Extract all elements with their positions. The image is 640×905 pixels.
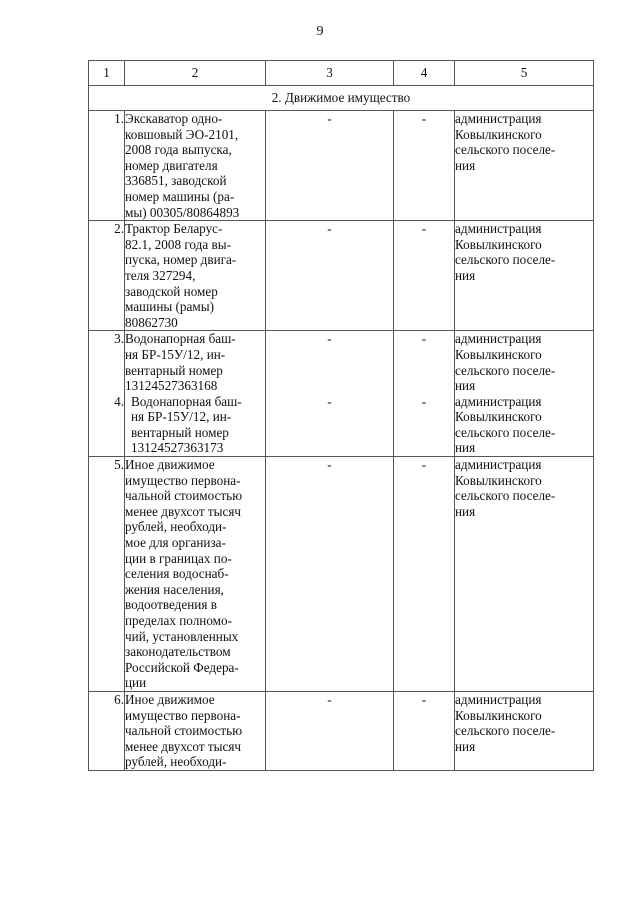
property-name-line: Водонапорная баш- [125,331,236,347]
owner-line: Ковылкинского [455,346,542,362]
property-name-line: Трактор Беларус- [125,221,223,237]
property-name-line: машины (рамы) [125,299,214,315]
owner-line: администрация [455,691,542,707]
property-name-line: селения водоснаб- [125,566,229,582]
header-col-1: 1 [89,61,125,86]
property-name-line: пределах полномо- [125,613,233,628]
property-name-line: чий, установленных [125,628,239,644]
property-name-line: 82.1, 2008 года вы- [125,236,231,252]
owner-cell [455,221,594,331]
page-number: 9 [316,24,324,39]
header-col-3: 3 [266,61,394,86]
property-name-line: ня БР-15У/12, ин- [125,346,226,362]
owner-line: администрация [455,221,542,237]
column-4-value: - [394,111,455,221]
owner-line: администрация [455,331,542,347]
property-name-line: чальной стоимостью [125,723,243,739]
owner-cell [455,331,594,394]
property-name-line: теля 327294, [125,267,196,283]
property-name-cell [125,394,266,457]
owner-line: сельского поселе- [455,362,556,378]
table-row [89,457,594,692]
owner-line: сельского поселе- [455,142,556,158]
property-name-line: водоотведения в [125,597,217,613]
property-name-cell [125,691,266,770]
row-number: 2. [89,221,125,331]
column-3-value: - [266,111,394,221]
property-name-cell [125,457,266,692]
property-name-line: 13124527363168 [125,378,218,394]
property-registry-table [88,60,594,771]
owner-cell [455,457,594,692]
owner-line: сельского поселе- [455,424,556,440]
owner-line: Ковылкинского [455,236,542,252]
property-name-line: мое для организа- [125,535,226,551]
owner-line: сельского поселе- [455,252,556,268]
property-name-line: Российской Федера- [125,659,239,675]
property-name-line: ции [125,675,147,691]
column-3-value: - [266,691,394,770]
column-4-value: - [394,691,455,770]
column-3-value: - [266,331,394,394]
property-name-cell [125,331,266,394]
property-name-line: чальной стоимостью [125,488,243,504]
property-name-line: рублей, необходи- [125,519,227,535]
owner-line: ния [455,440,476,456]
header-col-5: 5 [455,61,594,86]
property-name-line: менее двухсот тысяч [125,738,242,754]
section-title-row [89,86,594,111]
property-name-line: 2008 года выпуска, [125,142,232,158]
row-number: 5. [89,457,125,692]
owner-line: Ковылкинского [455,126,542,142]
owner-line: администрация [455,457,542,473]
row-number: 4. [89,394,125,457]
property-name-line: номер машины (ра- [125,188,235,204]
property-name-line: имущество первона- [125,707,241,723]
property-name-line: законодательством [125,644,231,660]
header-col-4: 4 [394,61,455,86]
owner-line: Ковылкинского [455,409,542,425]
property-name-line: ковшовый ЭО-2101, [125,126,239,142]
owner-line: ния [455,378,476,394]
property-name-line: рублей, необходи- [125,754,227,770]
owner-line: администрация [455,111,542,126]
owner-line: сельского поселе- [455,488,556,504]
table-row [89,221,594,331]
property-name-line: номер двигателя [125,157,218,173]
row-number: 6. [89,691,125,770]
property-name-line: Экскаватор одно- [125,111,223,126]
row-number: 3. [89,331,125,394]
table-row [89,111,594,221]
property-name-line: заводской номер [125,283,218,299]
property-name-line: имущество первона- [125,472,241,488]
row-number: 1. [89,111,125,221]
owner-cell [455,394,594,457]
property-name-line: мы) 00305/80864893 [125,204,240,220]
owner-cell [455,111,594,221]
owner-line: ния [455,267,476,283]
owner-line: ния [455,503,476,519]
table-header-row [89,61,594,86]
column-4-value: - [394,394,455,457]
column-3-value: - [266,221,394,331]
property-name-cell [125,221,266,331]
column-3-value: - [266,457,394,692]
property-name-line: Водонапорная баш- [131,393,242,409]
owner-line: Ковылкинского [455,472,542,488]
property-name-line: Иное движимое [125,691,215,707]
property-name-line: пуска, номер двига- [125,252,237,268]
owner-line: Ковылкинского [455,707,542,723]
header-col-2: 2 [125,61,266,86]
property-name-line: менее двухсот тысяч [125,503,242,519]
table-row [89,331,594,394]
owner-line: ния [455,157,476,173]
property-name-cell [125,111,266,221]
column-4-value: - [394,221,455,331]
property-name-line: 13124527363173 [131,440,224,456]
property-name-line: Иное движимое [125,457,215,473]
column-4-value: - [394,457,455,692]
owner-cell [455,691,594,770]
property-name-line: жения населения, [125,581,224,597]
property-name-line: вентарный номер [131,424,229,440]
table-row [89,691,594,770]
owner-line: сельского поселе- [455,723,556,739]
column-4-value: - [394,331,455,394]
property-name-line: вентарный номер [125,362,223,378]
table-row [89,394,594,457]
owner-line: ния [455,738,476,754]
section-title: 2. Движимое имущество [89,86,594,111]
owner-line: администрация [455,393,542,409]
property-name-line: 80862730 [125,314,178,330]
property-name-line: ня БР-15У/12, ин- [131,409,232,425]
column-3-value: - [266,394,394,457]
property-name-line: ции в границах по- [125,550,232,566]
property-name-line: 336851, заводской [125,173,227,189]
